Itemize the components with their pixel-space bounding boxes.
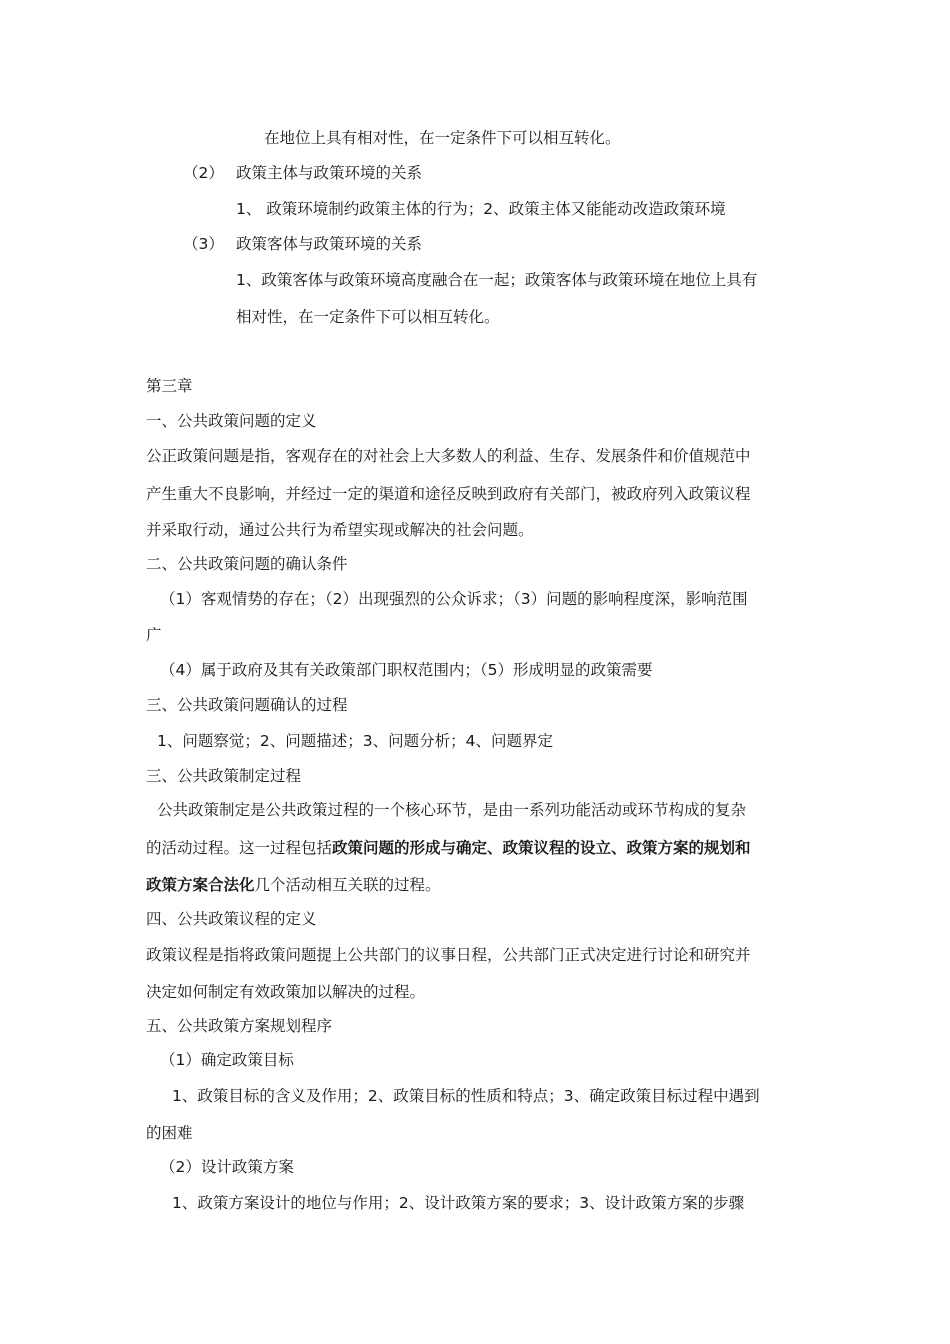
text-line: 1、问题察觉；2、问题描述；3、问题分析；4、问题界定 [157,732,553,750]
text-span: 几个活动相互关联的过程。 [254,876,441,894]
text-line: 相对性，在一定条件下可以相互转化。 [236,308,500,326]
section-heading: 三、公共政策制定过程 [146,767,302,785]
text-line: 1、政策方案设计的地位与作用；2、设计政策方案的要求；3、设计政策方案的步骤 [172,1194,745,1212]
subheading: 政策主体与政策环境的关系 [236,164,423,182]
text-line: 在地位上具有相对性，在一定条件下可以相互转化。 [264,129,621,147]
text-line: 的困难 [146,1124,193,1142]
text-line: 广 [146,626,162,644]
subheading: （2）设计政策方案 [160,1158,294,1176]
text-line [146,875,441,895]
text-line: 1、政策目标的含义及作用；2、政策目标的性质和特点；3、确定政策目标过程中遇到 [172,1087,760,1105]
section-heading: 四、公共政策议程的定义 [146,910,317,928]
section-heading: 二、公共政策问题的确认条件 [146,555,348,573]
text-line: （1）客观情势的存在；（2）出现强烈的公众诉求；（3）问题的影响程度深，影响范围 [160,590,748,608]
text-line: 公正政策问题是指，客观存在的对社会上大多数人的利益、生存、发展条件和价值规范中 [146,447,751,465]
section-heading: 三、公共政策问题确认的过程 [146,696,348,714]
text-line: 决定如何制定有效政策加以解决的过程。 [146,983,426,1001]
text-span: 的活动过程。这一过程包括 [146,839,333,857]
chapter-heading: 第三章 [146,377,193,395]
text-line: 1、政策客体与政策环境高度融合在一起；政策客体与政策环境在地位上具有 [236,271,758,289]
text-line: 1、 政策环境制约政策主体的行为；2、政策主体又能能动改造政策环境 [236,200,726,218]
subheading: 政策客体与政策环境的关系 [236,235,423,253]
text-line: 公共政策制定是公共政策过程的一个核心环节，是由一系列功能活动或环节构成的复杂 [157,801,747,819]
list-number: （3） [183,235,224,253]
section-heading: 五、公共政策方案规划程序 [146,1017,333,1035]
subheading: （1）确定政策目标 [160,1051,294,1069]
text-line: 并采取行动，通过公共行为希望实现或解决的社会问题。 [146,521,534,539]
text-line [146,838,751,858]
section-heading: 一、公共政策问题的定义 [146,412,317,430]
text-line: 政策议程是指将政策问题提上公共部门的议事日程，公共部门正式决定进行讨论和研究并 [146,946,751,964]
text-line: （4）属于政府及其有关政策部门职权范围内；（5）形成明显的政策需要 [160,661,653,679]
text-line: 产生重大不良影响，并经过一定的渠道和途径反映到政府有关部门，被政府列入政策议程 [146,485,751,503]
list-number: （2） [183,164,224,182]
bold-text-span: 政策方案合法化 [146,876,255,894]
bold-text-span: 政策问题的形成与确定、政策议程的设立、政策方案的规划和 [332,839,751,857]
